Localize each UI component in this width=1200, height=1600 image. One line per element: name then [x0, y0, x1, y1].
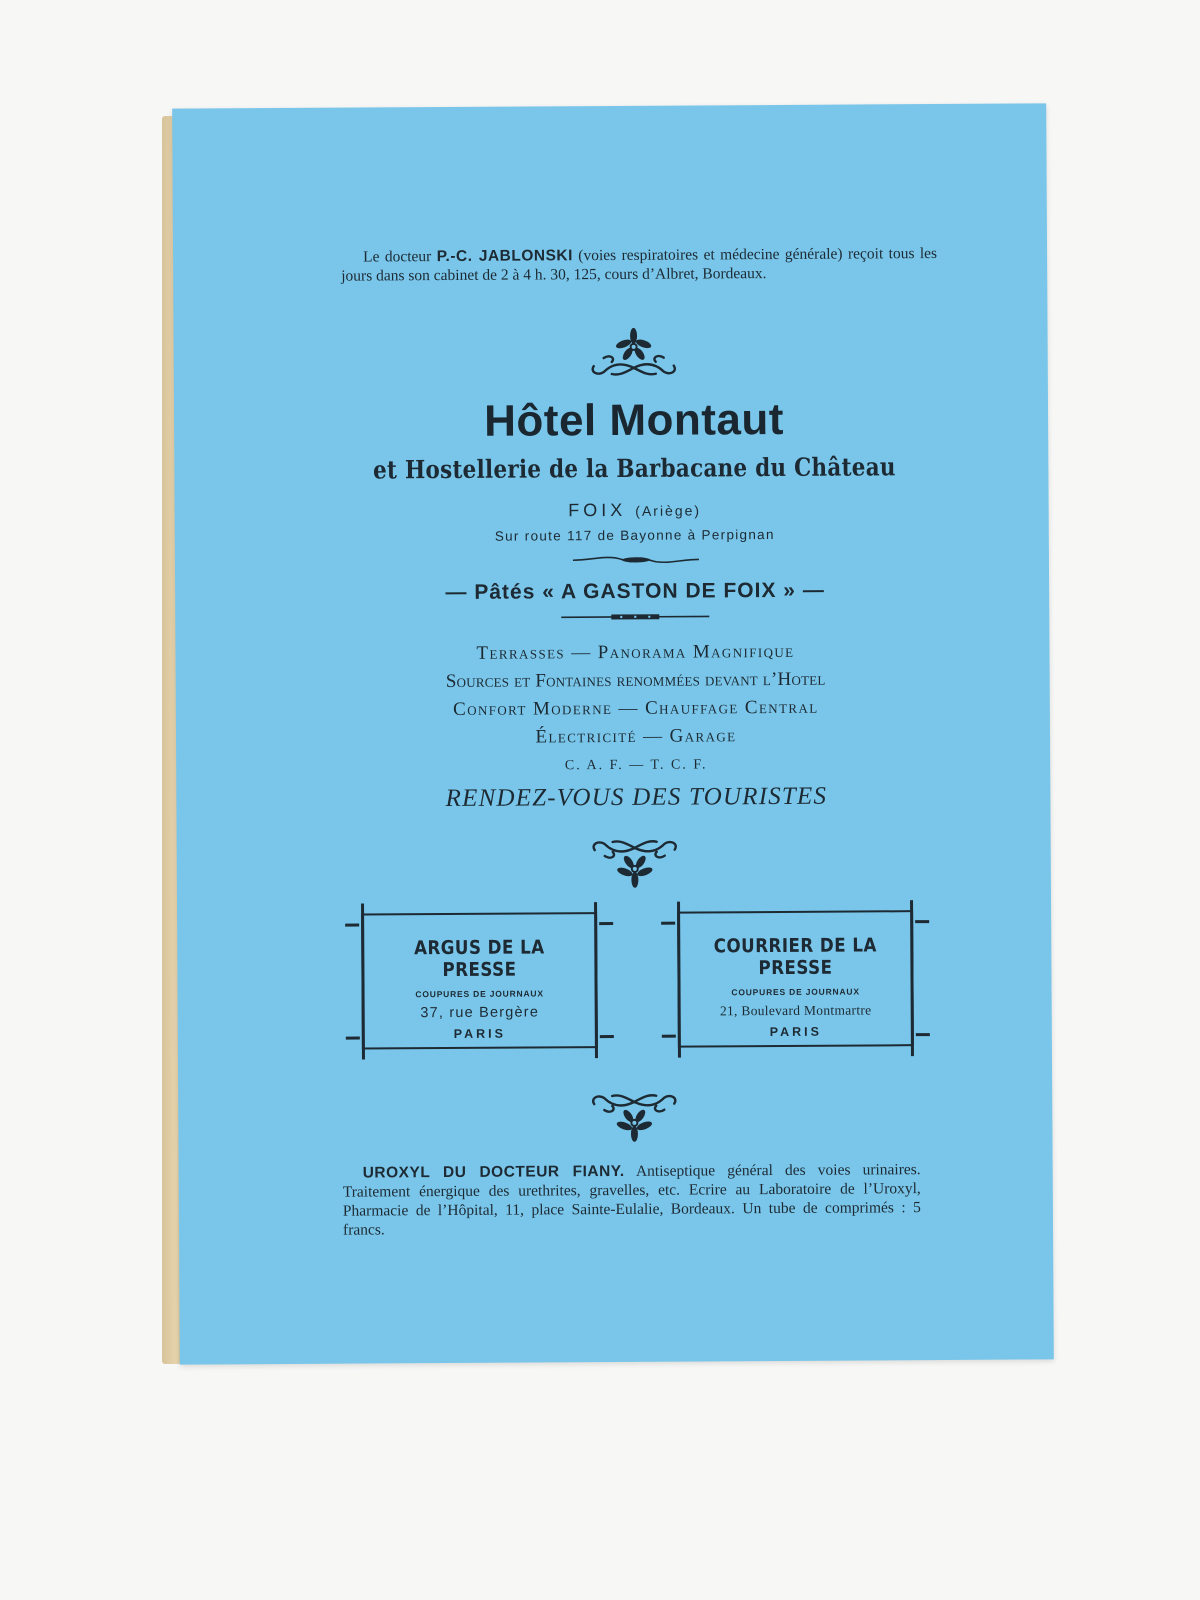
flower-ornament-icon — [582, 1088, 686, 1143]
flower-ornament-icon — [582, 328, 686, 381]
hotel-town: FOIX — [568, 499, 627, 521]
doctor-ad-text: (voies respiratoires et médecine générale) reçoit tous les jours dans son cabinet de 2 à 4 h. 30, 125, cours d’Albret, Bordeaux. — [341, 245, 938, 285]
doctor-advertisement — [341, 244, 937, 286]
uroxyl-advertisement — [343, 1160, 921, 1240]
scroll-divider-icon — [559, 611, 711, 622]
press-box-courrier — [677, 910, 914, 1047]
feature-line-2: Sources et Fontaines renommées devant l’Hotel — [445, 668, 826, 693]
press-box-title: ARGUS DE LA PRESSE — [413, 936, 545, 982]
hotel-name: Hôtel Montaut — [484, 394, 785, 446]
press-box-city: PARIS — [453, 1026, 507, 1041]
hotel-subtitle: et Hostellerie de la Barbacane du Château — [372, 452, 896, 485]
pates-line: — Pâtés « A GASTON DE FOIX » — — [445, 578, 825, 605]
uroxyl-name: UROXYL DU DOCTEUR FIANY. — [362, 1162, 625, 1182]
press-box-title: COURRIER DE LA PRESSE — [713, 934, 877, 980]
feature-line-1: Terrasses — Panorama Magnifique — [476, 640, 795, 664]
feature-line-4: Électricité — Garage — [535, 725, 737, 748]
press-box-address: 37, rue Bergère — [420, 1004, 540, 1022]
doctor-ad-prefix: Le docteur — [363, 248, 437, 266]
press-box-subtitle: COUPURES DE JOURNAUX — [415, 988, 544, 1000]
feature-line-3: Confort Moderne — Chauffage Central — [453, 696, 819, 720]
hotel-region: (Ariège) — [635, 502, 702, 519]
press-box-subtitle: COUPURES DE JOURNAUX — [731, 986, 860, 998]
flower-ornament-icon — [583, 834, 687, 889]
hotel-slogan: RENDEZ-VOUS DES TOURISTES — [445, 782, 828, 813]
book-cover — [172, 103, 1054, 1364]
press-box-city: PARIS — [769, 1024, 823, 1040]
doctor-name: P.-C. JABLONSKI — [436, 247, 573, 266]
press-box-address: 21, Boulevard Montmartre — [719, 1002, 872, 1019]
scroll-divider-icon — [571, 553, 701, 566]
uroxyl-text: Antiseptique général des voies urinaires. Traitement énergique des urethrites, gravelles, etc. Ecrire au Laboratoire de l’Uroxyl, Pharmacie de l’Hôpital, 11, place Sainte-Eulalie, Bordeaux. Un tube de comprimés : 5 francs. — [342, 1161, 921, 1239]
hotel-location — [335, 498, 935, 523]
press-box-argus — [361, 912, 598, 1049]
hotel-route: Sur route 117 de Bayonne à Perpignan — [494, 527, 775, 544]
clubs-line: C. A. F. — T. C. F. — [564, 757, 708, 774]
